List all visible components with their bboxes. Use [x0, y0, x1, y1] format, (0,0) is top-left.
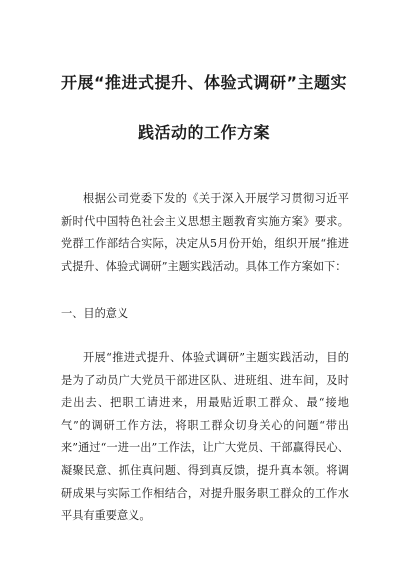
document-title-line-1: 开展“推进式提升、体验式调研”主题实 — [60, 73, 348, 92]
section-heading-purpose: 一、目的意义 — [61, 307, 129, 320]
section-paragraph-purpose: 开展“推进式提升、体验式调研”主题实践活动，目的是为了动员广大党员干部进区队、进班组、进车间，及时走出去、把职工请进来，用最贴近职工群众、最“接地气”的调研工作方法，将职工群众切身关心的问题“带出来”通过“一进一出”工作法，让广大党员、干部赢得民心、凝聚民意、抓住真问题、得到真反馈，提升真本领。将调研成果与实际工作相结合，对提升服务职工群众的工作水平具有重要意义。 — [61, 351, 349, 523]
intro-paragraph: 根据公司党委下发的《关于深入开展学习贯彻习近平新时代中国特色社会主义思想主题教育实施方案》要求。党群工作部结合实际，决定从5月份开始，组织开展“推进式提升、体验式调研”主题实践活动。具体工作方案如下： — [61, 192, 349, 273]
document-title-line-2: 践活动的工作方案 — [137, 123, 270, 142]
